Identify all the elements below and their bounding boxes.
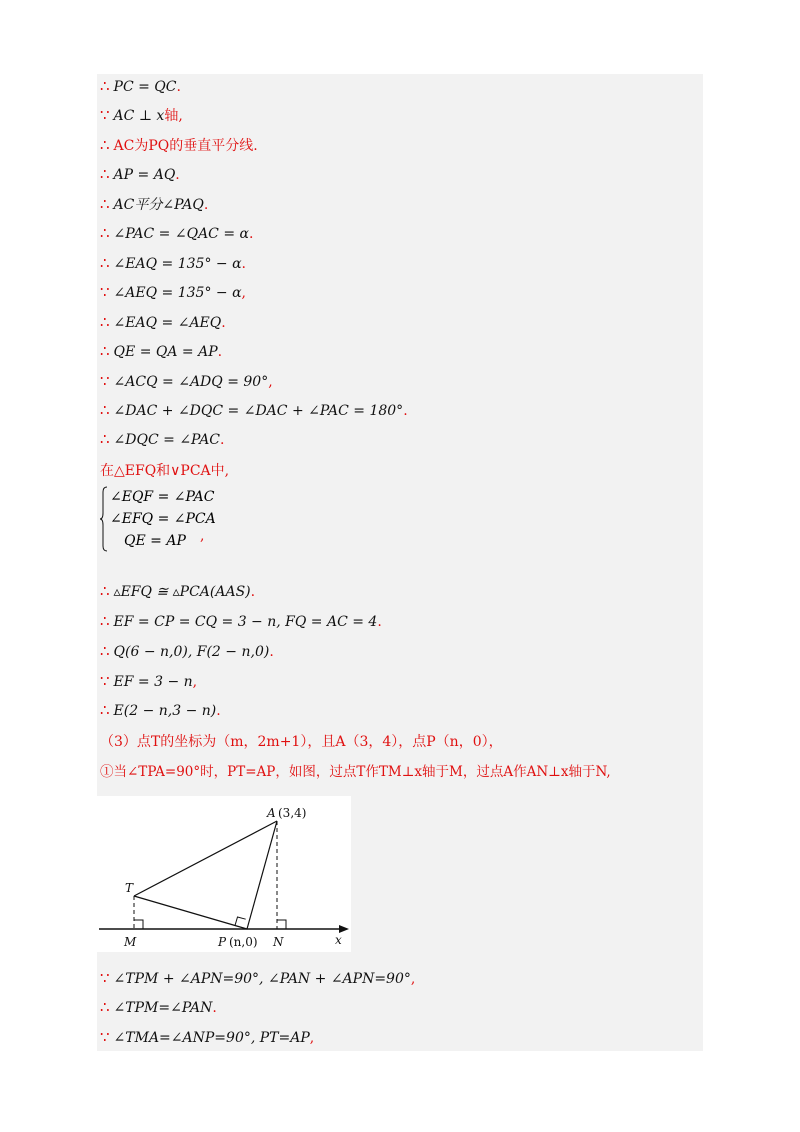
line-21: ∴ ∠TPM=∠PAN. (100, 998, 217, 1016)
part-3-heading: （3）点T的坐标为（m，2m+1），且A（3，4），点P（n，0）， (100, 734, 503, 750)
label-P: P (218, 935, 227, 949)
right-angle-M-icon (134, 920, 143, 929)
segment-TA (134, 821, 277, 896)
therefore-symbol: ∴ (100, 195, 110, 213)
therefore-symbol: ∴ (100, 313, 110, 331)
line-12: ∴ ∠DAC + ∠DQC = ∠DAC + ∠PAC = 180°. (100, 401, 408, 419)
line-13: ∴ ∠DQC = ∠PAC. (100, 430, 225, 448)
line-3: ∴ AC为PQ的垂直平分线. (100, 136, 258, 154)
because-symbol: ∵ (100, 372, 110, 390)
therefore-symbol: ∴ (100, 342, 110, 360)
geometry-diagram (97, 796, 351, 952)
line-15: ∴ ▵EFQ ≅ ▵PCA(AAS). (100, 582, 256, 600)
segment-PA (247, 821, 277, 929)
therefore-symbol: ∴ (100, 701, 110, 719)
label-P-coord: (n,0) (229, 935, 258, 949)
because-symbol: ∵ (100, 1028, 110, 1046)
x-axis-arrow-icon (339, 925, 349, 933)
because-symbol: ∵ (100, 283, 110, 301)
system-row-3: QE = AP (124, 533, 186, 549)
line-16: ∴ EF = CP = CQ = 3 − n, FQ = AC = 4. (100, 612, 382, 630)
line-19: ∴ E(2 − n,3 − n). (100, 701, 221, 719)
line-17: ∴ Q(6 − n,0), F(2 − n,0). (100, 642, 274, 660)
line-10: ∴ QE = QA = AP. (100, 342, 223, 360)
line-8: ∵ ∠AEQ = 135° − α, (100, 283, 246, 301)
because-symbol: ∵ (100, 969, 110, 987)
line-5: ∴ AC平分∠PAQ. (100, 195, 209, 213)
line-14: 在△EFQ和∨PCA中, (100, 463, 230, 479)
right-angle-N-icon (277, 920, 286, 929)
label-N: N (273, 935, 284, 949)
segment-TP (134, 896, 247, 929)
therefore-symbol: ∴ (100, 998, 110, 1016)
line-6: ∴ ∠PAC = ∠QAC = α. (100, 224, 254, 242)
right-angle-P-icon (235, 917, 246, 926)
therefore-symbol: ∴ (100, 612, 110, 630)
label-x: x (335, 933, 342, 947)
label-T: T (125, 881, 134, 895)
line-22: ∵ ∠TMA=∠ANP=90°, PT=AP, (100, 1028, 315, 1046)
geometry-figure (97, 796, 351, 952)
label-A-coord: (3,4) (278, 806, 307, 820)
line-20: ∵ ∠TPM + ∠APN=90°, ∠PAN + ∠APN=90°, (100, 969, 416, 987)
therefore-symbol: ∴ (100, 224, 110, 242)
system-row-2: ∠EFQ = ∠PCA (110, 511, 216, 527)
therefore-symbol: ∴ (100, 254, 110, 272)
therefore-symbol: ∴ (100, 401, 110, 419)
line-4: ∴ AP = AQ. (100, 165, 180, 183)
line-2: ∵ AC ⊥ x轴, (100, 106, 183, 124)
therefore-symbol: ∴ (100, 642, 110, 660)
label-M: M (124, 935, 137, 949)
system-end: , (200, 528, 205, 544)
line-7: ∴ ∠EAQ = 135° − α. (100, 254, 246, 272)
therefore-symbol: ∴ (100, 430, 110, 448)
label-A: A (267, 806, 276, 820)
line-18: ∵ EF = 3 − n, (100, 672, 198, 690)
therefore-symbol: ∴ (100, 165, 110, 183)
because-symbol: ∵ (100, 672, 110, 690)
case-1-text: ①当∠TPA=90°时，PT=AP，如图，过点T作TM⊥x轴于M，过点A作AN⊥x轴于N, (100, 764, 611, 780)
therefore-symbol: ∴ (100, 136, 110, 154)
line-1: ∴ PC = QC. (100, 77, 181, 95)
line-9: ∴ ∠EAQ = ∠AEQ. (100, 313, 226, 331)
because-symbol: ∵ (100, 106, 110, 124)
system-row-1: ∠EQF = ∠PAC (110, 489, 215, 505)
therefore-symbol: ∴ (100, 582, 110, 600)
therefore-symbol: ∴ (100, 77, 110, 95)
line-11: ∵ ∠ACQ = ∠ADQ = 90°, (100, 372, 273, 390)
left-brace-icon (100, 486, 108, 552)
